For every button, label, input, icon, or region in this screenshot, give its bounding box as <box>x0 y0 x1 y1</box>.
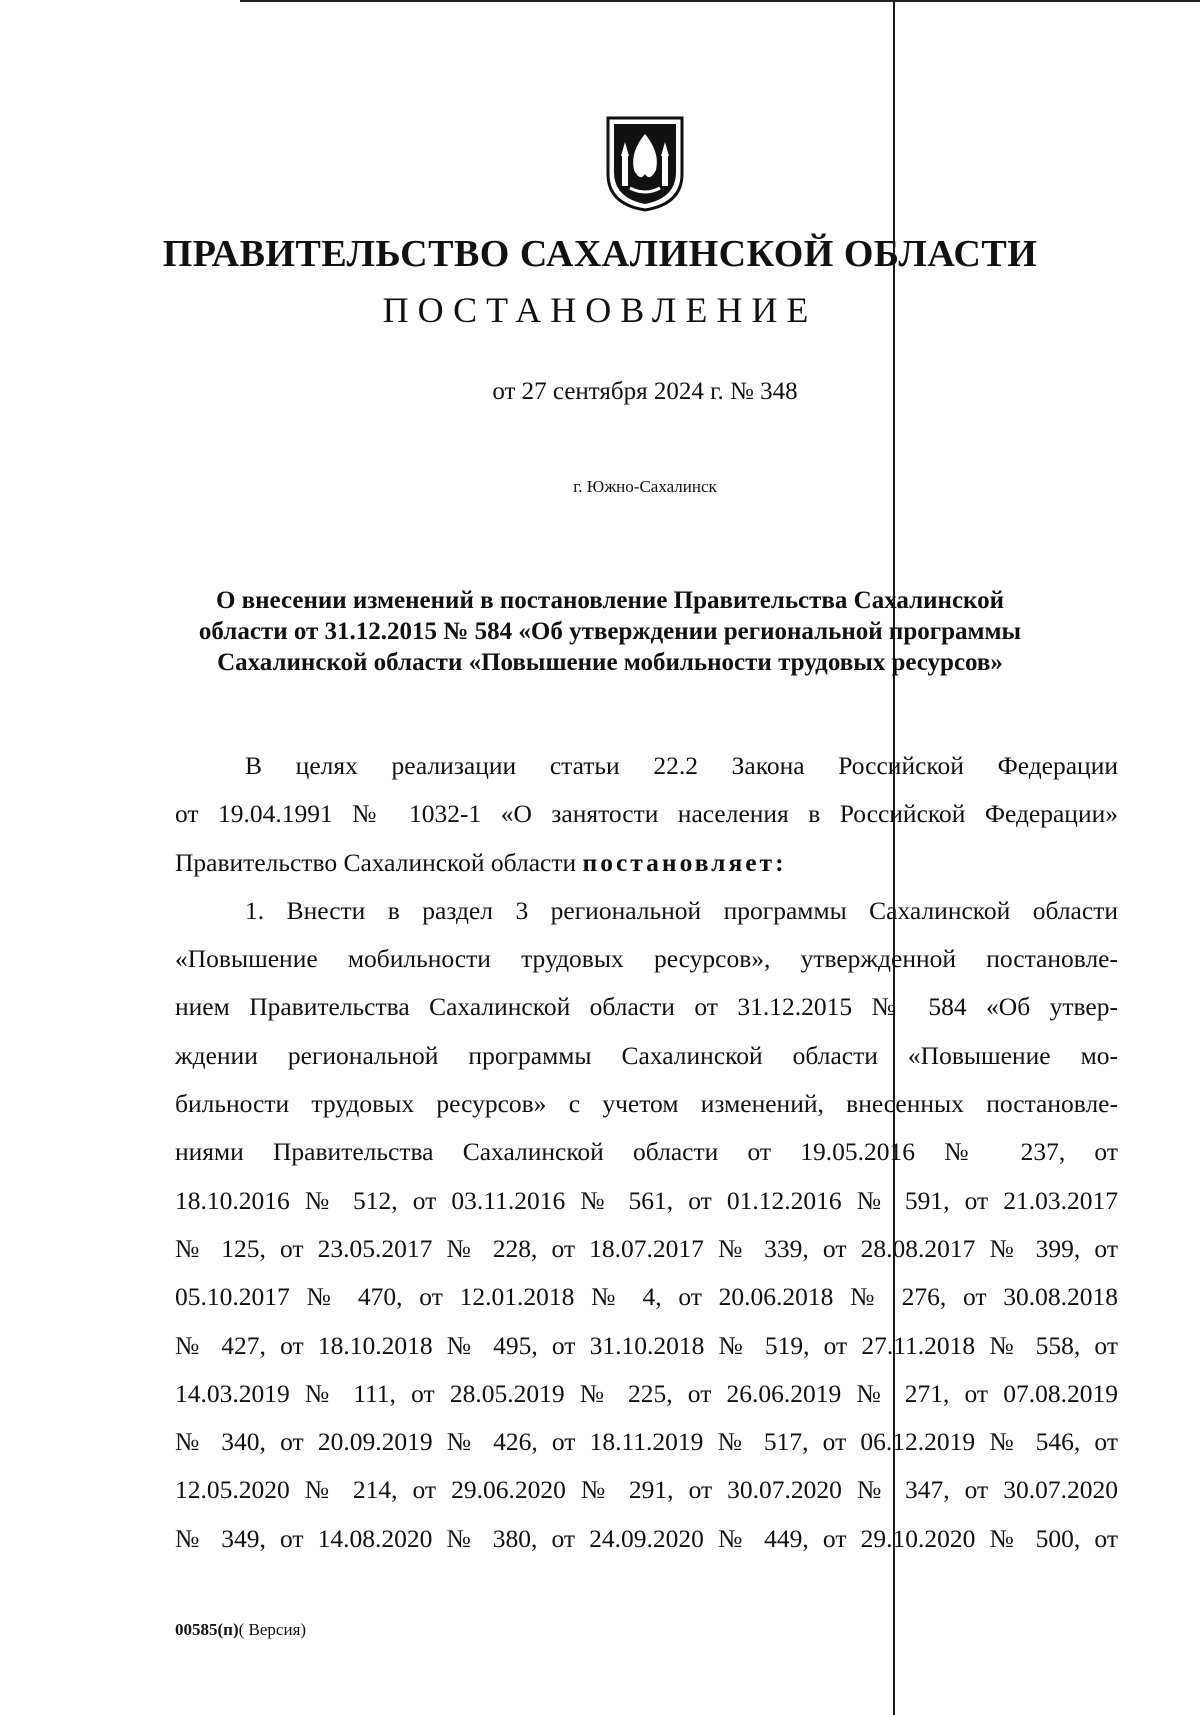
body-line: от 19.04.1991 № 1032-1 «О занятости населения в Российской Федерации» <box>175 799 1118 829</box>
form-footer <box>175 1618 306 1642</box>
body-line: 1. Внести в раздел 3 региональной программы Сахалинской области <box>245 895 1118 925</box>
body-line: «Повышение мобильности трудовых ресурсов», утвержденной постановле- <box>175 944 1118 974</box>
body-line: № 125, от 23.05.2017 № 228, от 18.07.2017 № 339, от 28.08.2017 № 399, от <box>175 1233 1118 1263</box>
document-type: ПОСТАНОВЛЕНИЕ <box>382 290 818 330</box>
scan-top-edge <box>240 0 1200 2</box>
body-line: нием Правительства Сахалинской области от 31.12.2015 № 584 «Об утвер- <box>175 992 1118 1022</box>
body-line: В целях реализации статьи 22.2 Закона Российской Федерации <box>245 751 1118 780</box>
government-title: ПРАВИТЕЛЬСТВО САХАЛИНСКОЙ ОБЛАСТИ <box>162 233 1038 275</box>
subject-line: области от 31.12.2015 № 584 «Об утверждении региональной программы <box>198 618 1022 645</box>
body-line: № 340, от 20.09.2019 № 426, от 18.11.2019 № 517, от 06.12.2019 № 546, от <box>175 1427 1118 1457</box>
form-code: 00585(п) <box>175 1620 239 1639</box>
subject-line: Сахалинской области «Повышение мобильности трудовых ресурсов» <box>217 649 1003 676</box>
subject-line: О внесении изменений в постановление Правительства Сахалинской <box>215 587 1005 614</box>
form-version: ( Версия) <box>238 1620 307 1639</box>
body-line: 14.03.2019 № 111, от 28.05.2019 № 225, от 26.06.2019 № 271, от 07.08.2019 <box>175 1378 1118 1408</box>
resolution-keyword: постановляет: <box>582 847 787 877</box>
sakhalin-coat-of-arms-icon <box>600 112 690 212</box>
body-line <box>175 839 1118 887</box>
document-subject <box>140 585 1080 678</box>
preamble-text: Правительство Сахалинской области <box>175 847 583 877</box>
document-city: г. Южно-Сахалинск <box>573 477 717 496</box>
document-date-number: от 27 сентября 2024 г. № 348 <box>492 378 798 405</box>
body-line: 18.10.2016 № 512, от 03.11.2016 № 561, от 01.12.2016 № 591, от 21.03.2017 <box>175 1185 1118 1215</box>
body-line: ждении региональной программы Сахалинской области «Повышение мо- <box>175 1040 1118 1070</box>
body-line: ниями Правительства Сахалинской области от 19.05.2016 № 237, от <box>175 1137 1118 1167</box>
body-line: № 427, от 18.10.2018 № 495, от 31.10.2018 № 519, от 27.11.2018 № 558, от <box>175 1330 1118 1360</box>
body-line: 05.10.2017 № 470, от 12.01.2018 № 4, от 20.06.2018 № 276, от 30.08.2018 <box>175 1282 1118 1312</box>
body-line: № 349, от 14.08.2020 № 380, от 24.09.2020 № 449, от 29.10.2020 № 500, от <box>175 1523 1118 1553</box>
body-line: бильности трудовых ресурсов» с учетом изменений, внесенных постановле- <box>175 1089 1118 1119</box>
document-body <box>175 742 1118 1563</box>
body-line: 12.05.2020 № 214, от 29.06.2020 № 291, от 30.07.2020 № 347, от 30.07.2020 <box>175 1475 1118 1505</box>
